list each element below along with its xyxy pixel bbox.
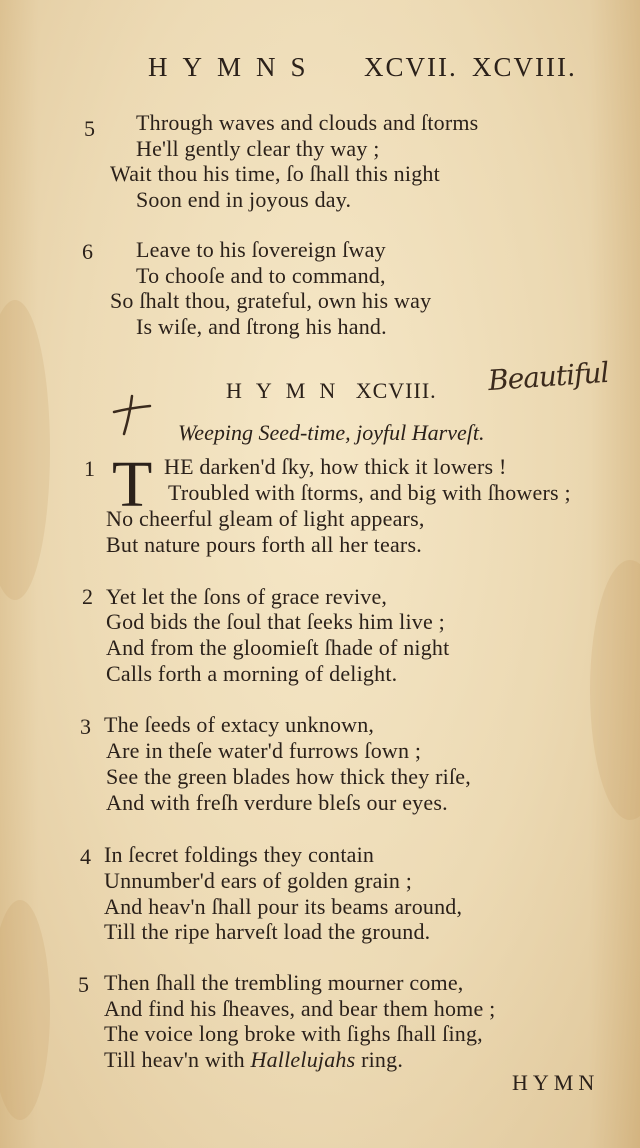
verse-line: Then ſhall the trembling mourner come, bbox=[104, 970, 464, 995]
verse-line: And with freſh verdure bleſs our eyes. bbox=[106, 790, 448, 815]
hymn-title bbox=[226, 378, 437, 404]
verse-line: In ſecret foldings they contain bbox=[104, 842, 375, 867]
stanza-number: 3 bbox=[80, 714, 91, 739]
verse-line: Troubled with ſtorms, and big with ſhowers ; bbox=[168, 480, 571, 505]
verse-line bbox=[104, 1047, 403, 1073]
handwritten-annotation: Beautiful bbox=[486, 355, 610, 398]
verse-line: Through waves and clouds and ſtorms bbox=[136, 110, 479, 135]
verse-line-italic: Hallelujahs bbox=[250, 1047, 356, 1072]
hymn-subtitle: Weeping Seed-time, joyful Harveſt. bbox=[178, 420, 485, 445]
paper-stain bbox=[0, 900, 50, 1120]
paper-stain bbox=[590, 560, 640, 820]
stanza-number: 4 bbox=[80, 844, 91, 869]
verse-line: Calls forth a morning of delight. bbox=[106, 661, 398, 686]
verse-line: Are in theſe water'd furrows ſown ; bbox=[106, 738, 422, 763]
verse-line-start: Till heav'n with bbox=[104, 1047, 251, 1072]
verse-line: Soon end in joyous day. bbox=[136, 187, 352, 212]
hymn-title-word: HYMN bbox=[226, 378, 350, 403]
verse-line: But nature pours forth all her tears. bbox=[106, 532, 422, 557]
paper-stain bbox=[0, 300, 50, 600]
header-numeral-a: XCVII. bbox=[364, 52, 458, 82]
verse-line: To chooſe and to command, bbox=[136, 263, 386, 288]
verse-line: He'll gently clear thy way ; bbox=[136, 136, 380, 161]
verse-line: So ſhalt thou, grateful, own his way bbox=[110, 288, 432, 313]
verse-line: Leave to his ſovereign ſway bbox=[136, 237, 386, 262]
verse-line: And find his ſheaves, and bear them home ; bbox=[104, 996, 496, 1021]
stanza-number: 5 bbox=[78, 972, 89, 997]
verse-line: See the green blades how thick they riſe, bbox=[106, 764, 471, 789]
stanza-number: 5 bbox=[84, 116, 95, 141]
stanza-number: 6 bbox=[82, 239, 93, 264]
header-numeral-b: XCVIII. bbox=[472, 52, 577, 82]
verse-line: No cheerful gleam of light appears, bbox=[106, 506, 425, 531]
stanza-number: 2 bbox=[82, 584, 93, 609]
drop-cap: T bbox=[112, 448, 153, 521]
verse-line: Wait thou his time, ſo ſhall this night bbox=[110, 161, 440, 186]
verse-line: And heav'n ſhall pour its beams around, bbox=[104, 894, 463, 919]
verse-line: God bids the ſoul that ſeeks him live ; bbox=[106, 609, 445, 634]
verse-line-end: ring. bbox=[355, 1047, 404, 1072]
handwritten-cross-mark bbox=[110, 394, 154, 438]
verse-line: HE darken'd ſky, how thick it lowers ! bbox=[164, 454, 507, 479]
verse-line: And from the gloomieſt ſhade of night bbox=[106, 635, 450, 660]
verse-line: Is wiſe, and ſtrong his hand. bbox=[136, 314, 387, 339]
verse-line: Yet let the ſons of grace revive, bbox=[106, 584, 388, 609]
verse-line: Unnumber'd ears of golden grain ; bbox=[104, 868, 413, 893]
header-word: HYMNS bbox=[148, 52, 321, 82]
verse-line: The voice long broke with ſighs ſhall ſing, bbox=[104, 1021, 483, 1046]
hymn-title-numeral: XCVIII. bbox=[355, 378, 437, 403]
catchword: HYMN bbox=[512, 1070, 600, 1095]
verse-line: The ſeeds of extacy unknown, bbox=[104, 712, 375, 737]
stanza-number: 1 bbox=[84, 456, 95, 481]
verse-line: Till the ripe harveſt load the ground. bbox=[104, 919, 431, 944]
